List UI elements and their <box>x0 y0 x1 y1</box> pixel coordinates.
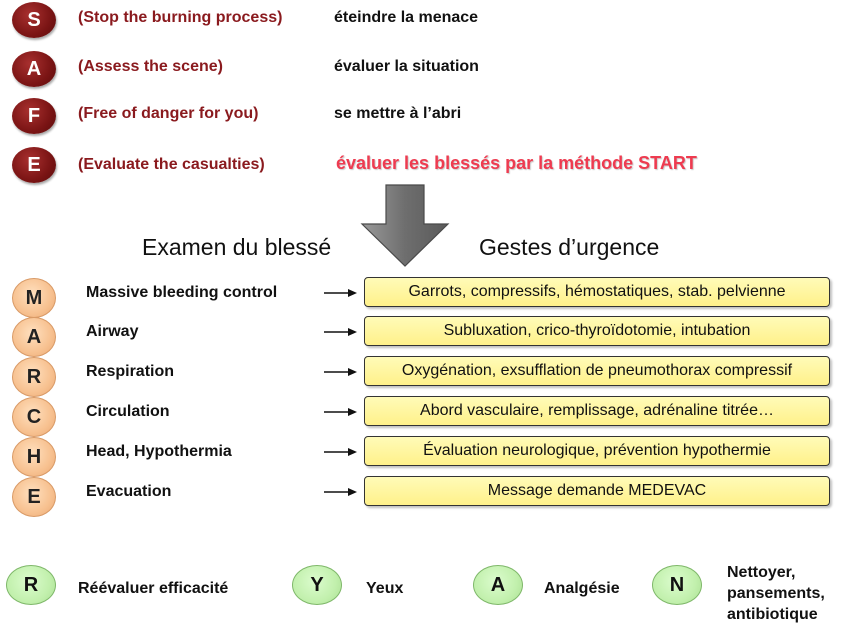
action-text: Garrots, compressifs, hémostatiques, stab. pelvienne <box>408 283 786 300</box>
right-arrow-icon <box>324 327 358 337</box>
marche-label-c: Circulation <box>86 403 170 420</box>
safe-letter: E <box>27 153 41 176</box>
action-text: Message demande MEDEVAC <box>487 482 707 499</box>
marche-circle-r <box>12 357 56 397</box>
safe-letter: S <box>27 8 41 31</box>
ryan-label-y: Yeux <box>366 580 404 597</box>
safe-english-a: (Assess the scene) <box>78 58 223 75</box>
ryan-letter: A <box>490 573 506 596</box>
ryan-circle-a <box>473 565 523 605</box>
ryan-circle-r <box>6 565 56 605</box>
right-arrow-icon <box>324 407 358 417</box>
action-box-c <box>364 396 830 426</box>
marche-circle-h <box>12 437 56 477</box>
marche-letter: H <box>26 445 42 468</box>
action-text: Abord vasculaire, remplissage, adrénaline titrée… <box>420 402 774 419</box>
safe-circle-f <box>12 98 56 134</box>
ryan-letter: Y <box>310 573 324 596</box>
safe-circle-e <box>12 147 56 183</box>
action-box-a <box>364 316 830 346</box>
down-arrow-icon <box>360 184 450 268</box>
header-gestes: Gestes d’urgence <box>479 234 660 260</box>
safe-french-s: éteindre la menace <box>334 9 479 26</box>
right-arrow-icon <box>324 487 358 497</box>
marche-circle-e <box>12 477 56 517</box>
ryan-label-a: Analgésie <box>544 580 620 597</box>
marche-letter: M <box>25 286 43 309</box>
safe-circle-a <box>12 51 56 87</box>
marche-letter: A <box>26 325 42 348</box>
marche-label-a: Airway <box>86 323 139 340</box>
safe-letter: A <box>26 57 42 80</box>
action-text: Oxygénation, exsufflation de pneumothorax compressif <box>401 362 793 379</box>
action-text: Subluxation, crico-thyroïdotomie, intubation <box>443 322 751 339</box>
marche-circle-c <box>12 397 56 437</box>
right-arrow-icon <box>324 367 358 377</box>
safe-french-e: évaluer les blessés par la méthode START <box>336 153 697 173</box>
ryan-label-n <box>727 562 825 625</box>
marche-letter: C <box>26 405 42 428</box>
ryan-letter: R <box>23 573 39 596</box>
action-text: Évaluation neurologique, prévention hypothermie <box>423 442 771 459</box>
action-box-m <box>364 277 830 307</box>
ryan-label-r: Réévaluer efficacité <box>78 580 229 597</box>
ryan-circle-y <box>292 565 342 605</box>
ryan-label-line: pansements, <box>727 585 825 602</box>
right-arrow-icon <box>324 447 358 457</box>
marche-label-r: Respiration <box>86 363 175 380</box>
header-examen: Examen du blessé <box>142 234 332 260</box>
action-box-e <box>364 476 830 506</box>
marche-circle-m <box>12 278 56 318</box>
ryan-circle-n <box>652 565 702 605</box>
right-arrow-icon <box>324 288 358 298</box>
action-box-h <box>364 436 830 466</box>
safe-english-f: (Free of danger for you) <box>78 105 259 122</box>
marche-label-m: Massive bleeding control <box>86 284 278 301</box>
ryan-label-line: antibiotique <box>727 606 818 623</box>
safe-letter: F <box>27 104 41 127</box>
action-box-r <box>364 356 830 386</box>
marche-letter: R <box>26 365 42 388</box>
safe-french-a: évaluer la situation <box>334 58 479 75</box>
ryan-letter: N <box>669 573 685 596</box>
marche-letter: E <box>27 485 41 508</box>
safe-english-e: (Evaluate the casualties) <box>78 156 265 173</box>
safe-english-s: (Stop the burning process) <box>78 9 283 26</box>
marche-circle-a <box>12 317 56 357</box>
ryan-label-line: Nettoyer, <box>727 564 796 581</box>
marche-label-e: Evacuation <box>86 483 172 500</box>
safe-circle-s <box>12 2 56 38</box>
marche-label-h: Head, Hypothermia <box>86 443 232 460</box>
safe-french-f: se mettre à l’abri <box>334 105 462 122</box>
